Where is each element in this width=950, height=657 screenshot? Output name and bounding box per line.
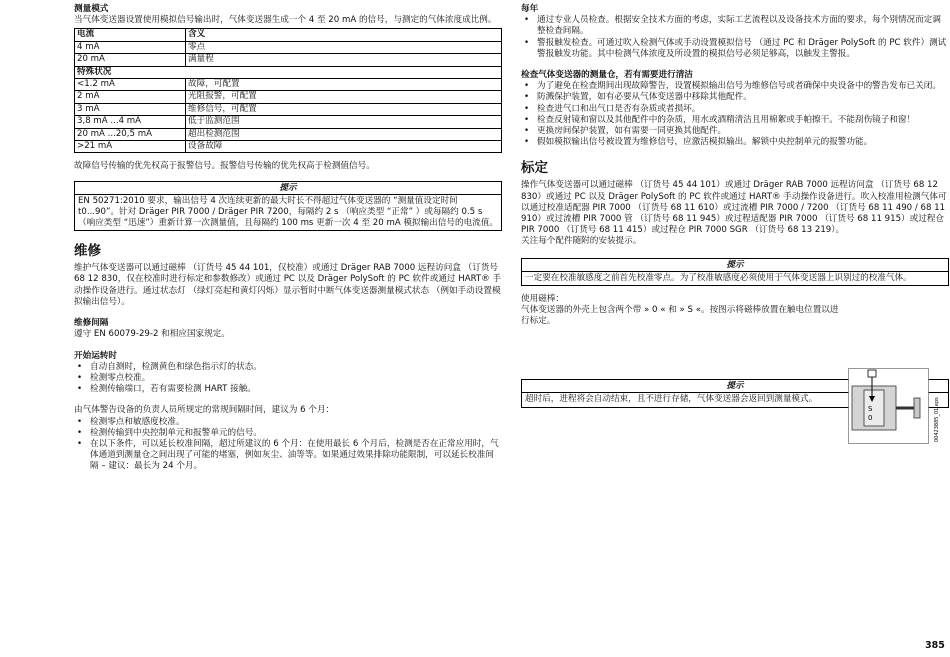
table-row — [75, 103, 502, 115]
list-item: • 检测传输到中央控制单元和报警单元的信号。 — [77, 427, 262, 438]
list-item: • 假如模拟输出信号被设置为维修信号，应激活模拟输出。解锁中央控制单元的报警功能。 — [524, 137, 873, 148]
table-cell: 满量程 — [186, 54, 502, 66]
right-column — [521, 4, 949, 408]
list-item: • 防溅保护装置，如有必要从气体变送器中移除其他配件。 — [524, 92, 752, 103]
table-cell: 3 mA — [75, 103, 186, 115]
startup-title: 开始运转时 — [74, 350, 117, 361]
note-box-calibration — [521, 258, 949, 286]
note-body: EN 50271:2010 要求，输出信号 4 次连续更新的最大时长不得超过气体变送器的 “测量值设定时间 t0...90”。针对 Dräger PIR 7000 / Dräger PIR 7200，每隔约 2 s （响应类型 “正常” ）或每隔约 0.5 s（响应类型 “迅速”）重新计算一次测量值，且每隔约 100 ms 更新一次 4 至 20 mA 模拟输出信号的电流值。 — [78, 195, 498, 229]
note-title: 提示 — [522, 380, 948, 393]
figure-label-zero: 0 — [868, 414, 873, 422]
table-row — [75, 79, 502, 91]
maintenance-text: 维护气体变送器可以通过磁棒 （订货号 45 44 101，仅校准）或通过 Dräger RAB 7000 远程访问盒 （订货号 68 12 830，仅在校准时进行标定和参数修改）或通过 PC 以及 Dräger PolySoft 的 PC 软件或通过 HART® 手动操作设备进行。通过状态灯 （绿灯亮起和黄灯闪烁）显示暂时中断气体变送器测量模式状态 （例如手动设置模拟输出信号）。 — [74, 263, 502, 307]
yearly-list — [521, 15, 949, 60]
calibration-text: 操作气体变送器可以通过磁棒 （订货号 45 44 101）或通过 Dräger RAB 7000 远程访问盒 （订货号 68 12 830）或通过 PC 以及 Dräger PolySoft 的 PC 软件或通过 HART® 手动操作设备进行。吹入校准用检测气体可以通过校准适配器 PIR 7000 （订货号 68 11 610）或过流槽 PIR 7000 / 7200 （订货号 68 11 490 / 68 11 910）或过流槽 PIR 7000 管 （订货号 68 11 945）或过程适配器 PIR 7000 （订货号 68 11 915）或过程仓 PIR 7000 （订货号 68 11 415）或过程仓 PIR 7000 SGR （订货号 68 13 219）。 — [521, 180, 947, 236]
magnet-text-block — [521, 294, 841, 328]
list-item: • 检测零点和敏感度校准。 — [77, 416, 185, 427]
table-cell: 4 mA — [75, 41, 186, 53]
startup-list — [74, 362, 502, 396]
page-number: 385 — [925, 640, 945, 651]
list-item: • 通过专业人员检查。根据安全技术方面的考虑，实际工艺流程以及设备技术方面的要求，每个别情况而定调整检查间隔。 — [524, 15, 941, 37]
note-body: 一定要在校准敏感度之前首先校准零点。为了校准敏感度必须使用于气体变送器上识别过的校准气体。 — [525, 272, 912, 283]
measure-mode-title: 测量模式 — [74, 4, 109, 14]
list-item: • 为了避免在检查期间出现故障警告，设置模拟输出信号为维修信号或者确保中央设备中的警告发布已关闭。 — [524, 81, 941, 92]
table-cell: 故障，可配置 — [186, 79, 502, 91]
table-cell: 设备故障 — [186, 141, 502, 153]
table-cell: 2 mA — [75, 91, 186, 103]
magnet-text: 气体变送器的外壳上包含两个带 » 0 « 和 » S «。按图示将磁棒放置在触电位置以进行标定。 — [521, 305, 839, 327]
calibration-note: 关注每个配件随附的安装提示。 — [521, 236, 642, 247]
table-cell: <1.2 mA — [75, 79, 186, 91]
table-row — [75, 116, 502, 128]
table-cell: 超出检测范围 — [186, 128, 502, 140]
left-column — [74, 4, 502, 473]
table-cell: 20 mA — [75, 54, 186, 66]
table-section-row — [75, 66, 502, 78]
list-item: • 警报触发检查。可通过吹入检测气体或手动设置模拟信号 （通过 PC 和 Dräger PolySoft 的 PC 软件）测试警报触发功能。其中检测气体浓度及所设置的模拟信号必须足够高，以触发主警报。 — [524, 37, 947, 59]
note-title: 提示 — [522, 259, 948, 272]
figure-code: 00423885_01.eps — [934, 397, 940, 442]
list-item: • 检查进气口和出气口是否有杂质或者损坏。 — [524, 103, 701, 114]
table-row — [75, 54, 502, 66]
regular-interval-text: 由气体警告设备的负责人员所规定的常规间隔时间，建议为 6 个月： — [74, 405, 335, 416]
magnet-title: 使用磁棒： — [521, 293, 564, 304]
list-item: • 检查反射镜和窗以及其他配件中的杂质，用水或酒精清洁且用棉絮或手帕擦干。不能刮伤镜子和窗！ — [524, 114, 916, 125]
table-section-label: 特殊状况 — [75, 66, 502, 78]
table-cell: >21 mA — [75, 141, 186, 153]
table-cell: 20 mA ...20,5 mA — [75, 128, 186, 140]
magnet-figure — [848, 368, 942, 444]
table-cell: 3,8 mA ...4 mA — [75, 116, 186, 128]
list-item: • 更换房间保护装置，如有需要一同更换其他配件。 — [524, 126, 727, 137]
note-box-output — [74, 181, 502, 232]
table-row — [75, 141, 502, 153]
priority-text: 故障信号传输的优先权高于报警信号。报警信号传输的优先权高于检测值信号。 — [74, 161, 375, 172]
note-title: 提示 — [75, 182, 501, 195]
yearly-title: 每年 — [521, 4, 539, 14]
table-header-current: 电流 — [75, 29, 186, 41]
table-row — [75, 41, 502, 53]
list-item: • 检测传输端口，若有需要检测 HART 接触。 — [77, 384, 256, 395]
transmitter-magnet-illustration — [848, 368, 942, 444]
measure-mode-text: 当气体变送器设置使用模拟信号输出时，气体变送器生成一个 4 至 20 mA 的信号，与测定的气体浓度成比例。 — [74, 15, 497, 26]
list-item: • 检测零点校准。 — [77, 372, 151, 383]
table-header-meaning: 含义 — [186, 29, 502, 41]
check-list — [521, 81, 949, 148]
figure-label-s: S — [868, 405, 873, 413]
table-row — [75, 91, 502, 103]
table-row — [75, 128, 502, 140]
regular-list — [74, 417, 502, 473]
table-cell: 维修信号，可配置 — [186, 103, 502, 115]
current-meaning-table — [74, 28, 502, 153]
table-cell: 光阻报警，可配置 — [186, 91, 502, 103]
note-body: 超时后，进程将会自动结束，且不进行存储，气体变送器会返回到测量模式。 — [525, 394, 818, 405]
interval-title: 维修间隔 — [74, 318, 109, 329]
interval-text: 遵守 EN 60079-29-2 和相应国家规定。 — [74, 329, 230, 340]
list-item: • 自动自测时，检测黄色和绿色指示灯的状态。 — [77, 361, 262, 372]
table-cell: 低于监测范围 — [186, 116, 502, 128]
calibration-heading: 标定 — [521, 160, 548, 177]
check-title: 检查气体变送器的测量仓，若有需要进行清洁 — [521, 70, 693, 81]
list-item: • 在以下条件，可以延长校准间隔，超过所建议的 6 个月：在使用最长 6 个月后，检测是否在正常应用时，气体通道到测量仓之间出现了可能的堵塞，例如灰尘、油等等。如果通过效果排除功能限制，可以延长校准间隔 – 建议：最长为 24 个月。 — [77, 438, 499, 472]
maintenance-heading: 维修 — [74, 243, 101, 260]
table-cell: 零点 — [186, 41, 502, 53]
